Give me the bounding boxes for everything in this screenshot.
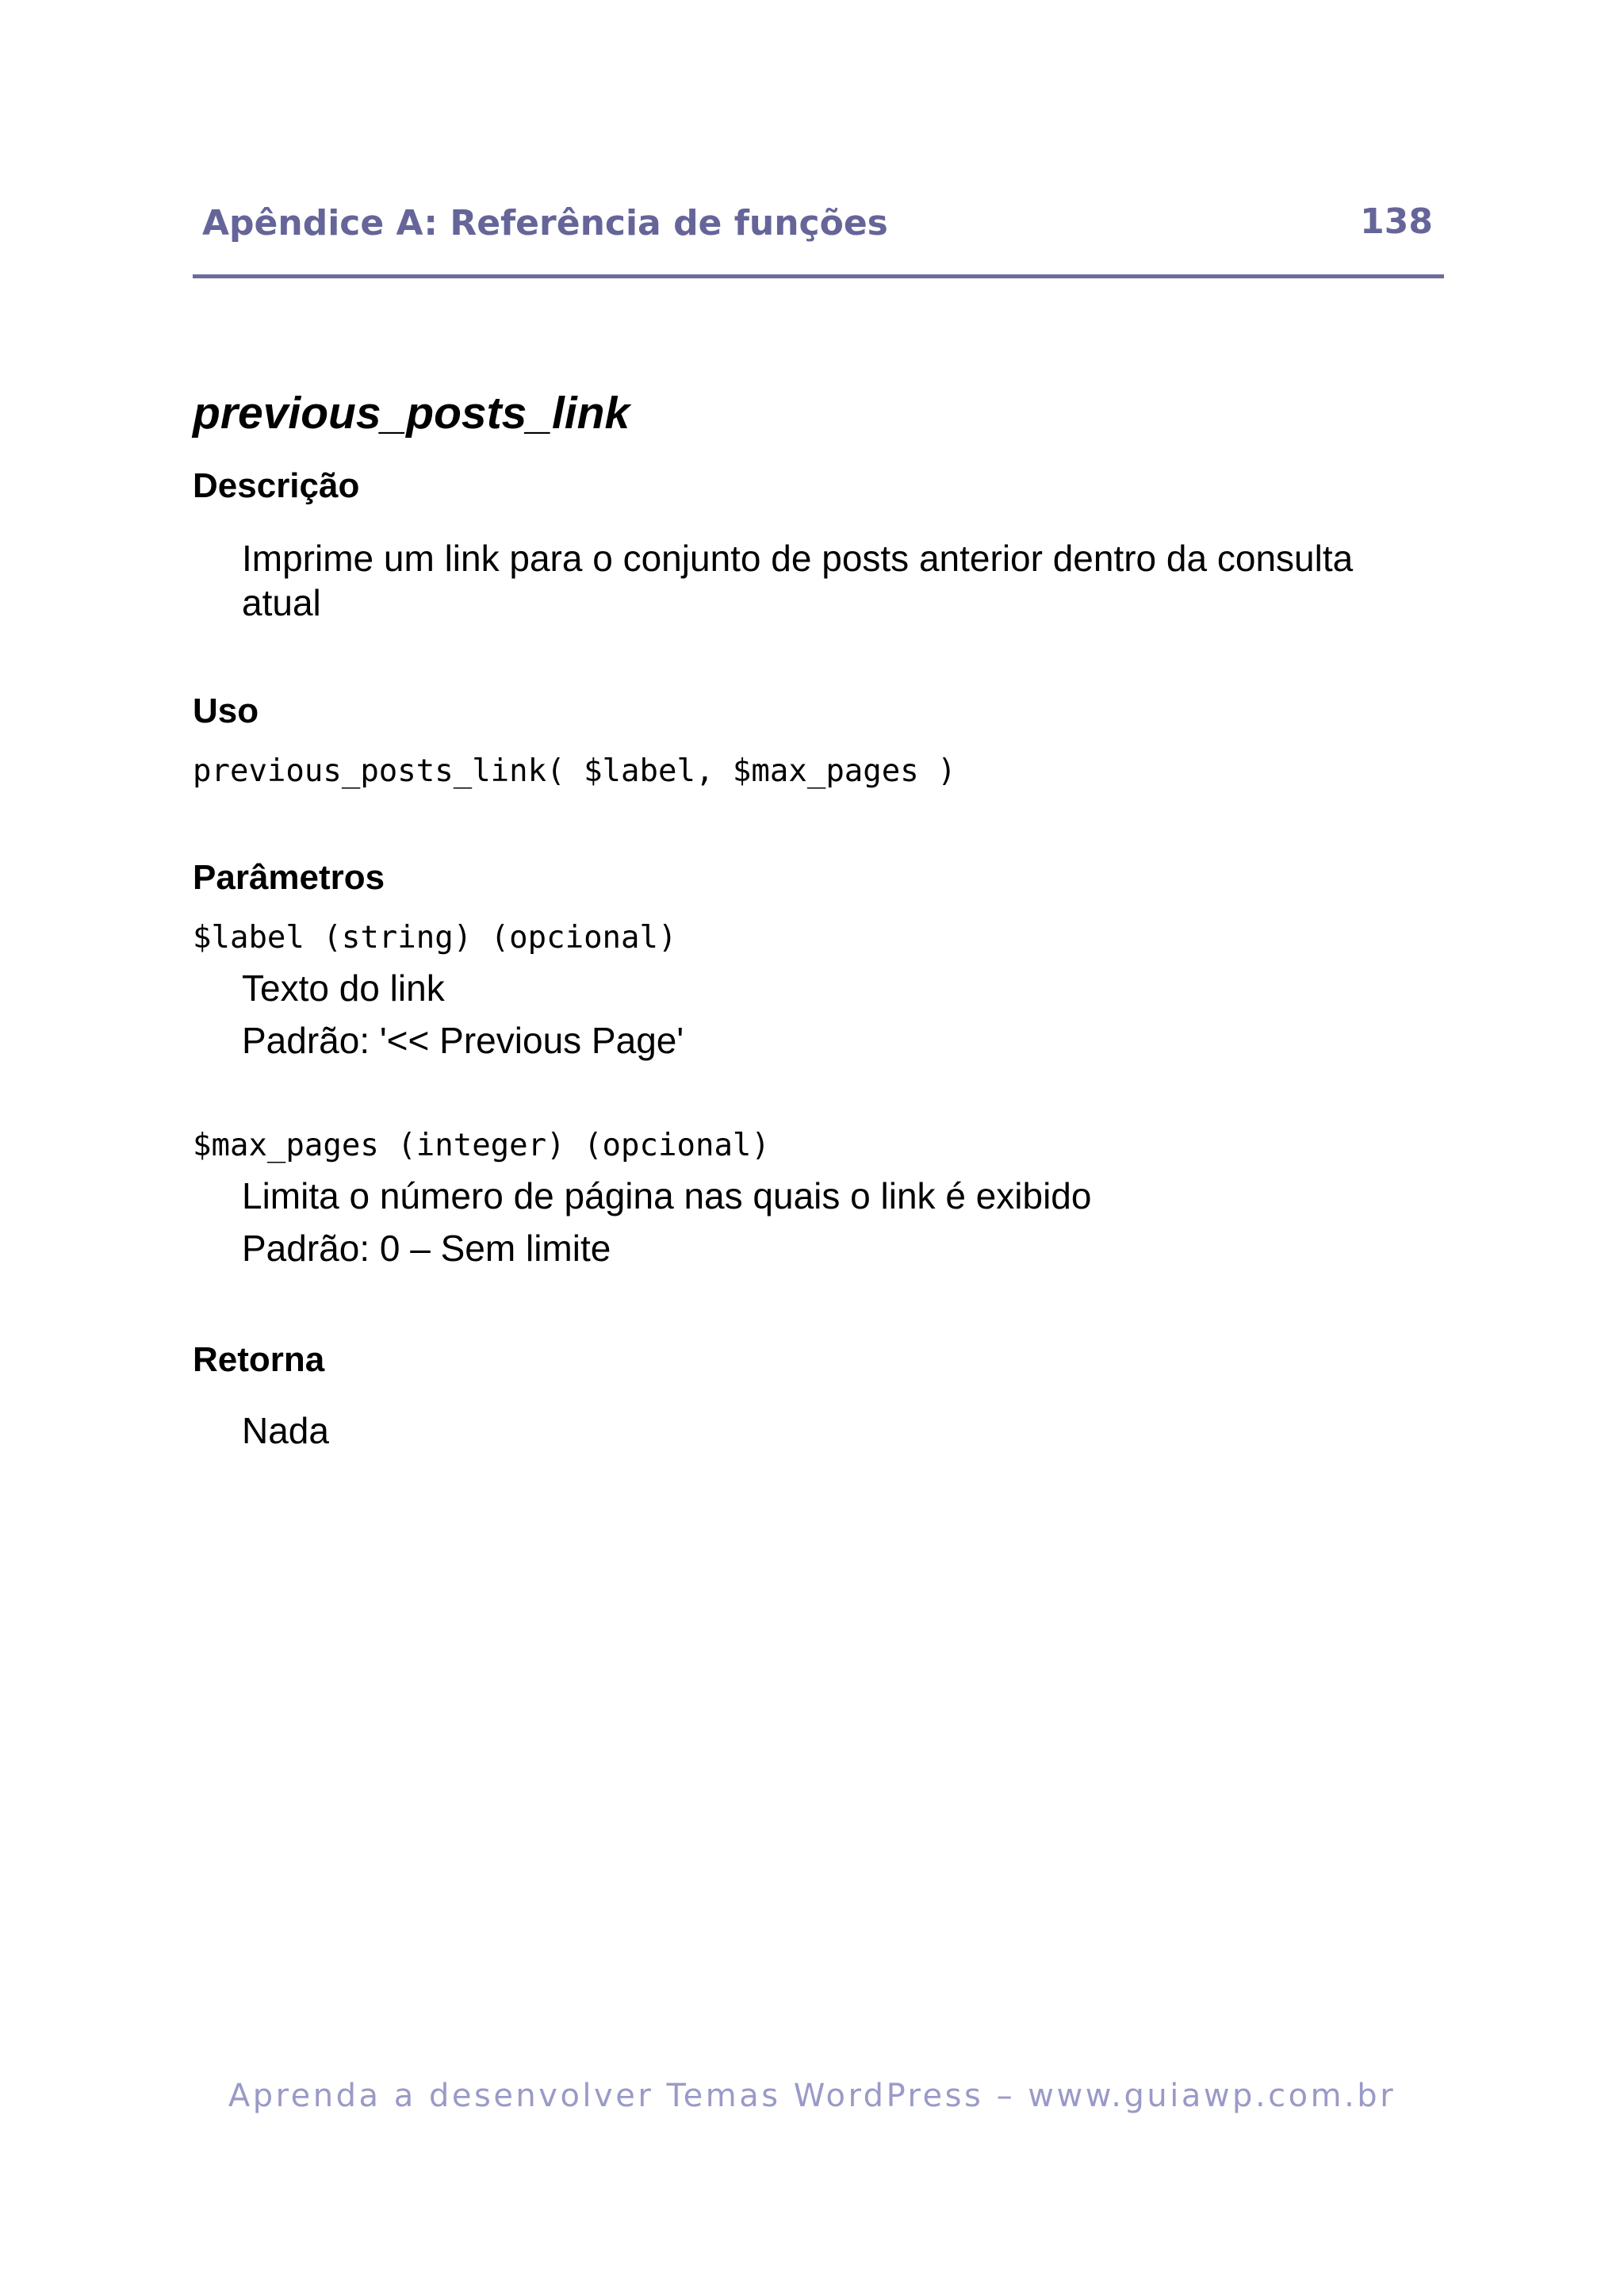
usage-code: previous_posts_link( $label, $max_pages ) bbox=[193, 753, 956, 789]
returns-value: Nada bbox=[242, 1410, 329, 1451]
parameter-default: Padrão: '<< Previous Page' bbox=[242, 1020, 684, 1061]
parameter-description: Texto do link bbox=[242, 967, 445, 1009]
usage-heading: Uso bbox=[193, 692, 259, 730]
parameter-signature: $label (string) (opcional) bbox=[193, 920, 677, 956]
parameter-default: Padrão: 0 – Sem limite bbox=[242, 1228, 611, 1269]
chapter-title: Apêndice A: Referência de funções bbox=[202, 203, 888, 243]
page-number: 138 bbox=[1360, 201, 1433, 242]
page-footer: Aprenda a desenvolver Temas WordPress – www.guiawp.com.br bbox=[228, 2078, 1396, 2114]
function-name: previous_posts_link bbox=[193, 388, 630, 439]
returns-heading: Retorna bbox=[193, 1340, 325, 1379]
description-line-2: atual bbox=[242, 582, 321, 623]
description-heading: Descrição bbox=[193, 466, 360, 505]
description-line-1: Imprime um link para o conjunto de posts anterior dentro da consulta bbox=[242, 538, 1354, 579]
parameter-description: Limita o número de página nas quais o link é exibido bbox=[242, 1175, 1092, 1216]
parameter-signature: $max_pages (integer) (opcional) bbox=[193, 1128, 770, 1163]
parameters-heading: Parâmetros bbox=[193, 858, 385, 897]
page-header bbox=[193, 189, 1444, 278]
